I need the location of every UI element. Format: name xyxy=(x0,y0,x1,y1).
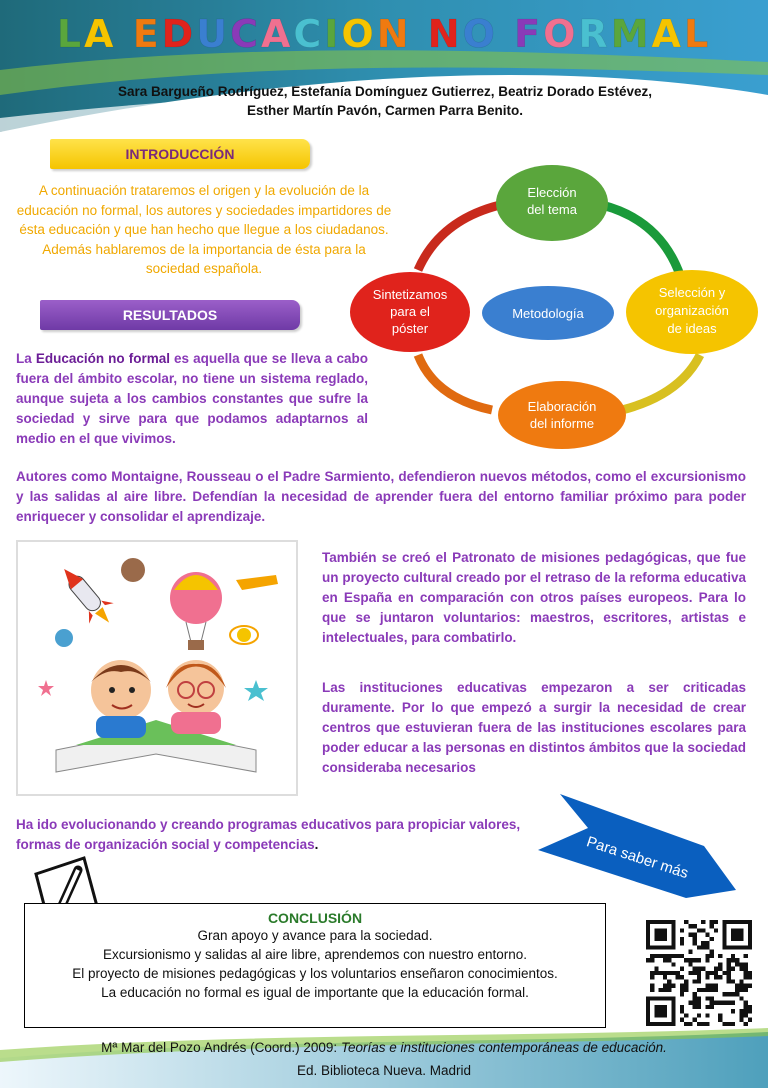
title-letter xyxy=(412,12,428,56)
reference-line-2: Ed. Biblioteca Nueva. Madrid xyxy=(296,1063,472,1078)
authors-line-2: Esther Martín Pavón, Carmen Parra Benito. xyxy=(246,103,524,118)
title-letter: I xyxy=(324,12,342,56)
title-letter: U xyxy=(196,12,231,56)
reference-title: Teorías e instituciones contemporáneas de educación. xyxy=(340,1040,667,1055)
title-letter: C xyxy=(293,12,325,56)
conclusion-line-3: El proyecto de misiones pedagógicas y los voluntarios enseñaron conocimientos. xyxy=(72,966,558,981)
node-left-line-3: póster xyxy=(391,321,429,336)
title-letter: L xyxy=(56,12,85,56)
title-letter: N xyxy=(427,12,463,56)
poster-title xyxy=(0,12,768,56)
arc-bottom-right xyxy=(622,355,700,410)
reference-line-1 xyxy=(0,1040,768,1055)
conclusion-title: CONCLUSIÓN xyxy=(267,910,363,926)
more-info-arrow[interactable] xyxy=(536,790,746,900)
title-letter: F xyxy=(514,12,544,56)
title-letter: O xyxy=(543,12,579,56)
node-bottom-line-1: Elaboración xyxy=(527,399,597,414)
node-left xyxy=(350,272,470,352)
title-letter xyxy=(498,12,514,56)
results-paragraph-1 xyxy=(16,349,368,449)
title-letter: A xyxy=(260,12,294,56)
arc-top-right xyxy=(602,205,680,275)
qr-code[interactable] xyxy=(646,920,752,1026)
children-reading-illustration xyxy=(16,540,298,796)
results-banner: RESULTADOS xyxy=(40,300,300,330)
p1-bold-term: Educación no formal xyxy=(35,351,170,366)
node-left-line-1: Sintetizamos xyxy=(372,287,448,302)
p1-lead: La xyxy=(16,351,36,366)
node-left-line-2: para el xyxy=(390,304,430,319)
node-right-line-1: Selección y xyxy=(658,285,726,300)
p1-rest: es aquella que se lleva a cabo fuera del ámbito escolar, no tiene un sistema reglado, aunque sujeta a los cambios constantes que sufre la sociedad y sirve para que podamos adaptarnos al medio en el que vivimos. xyxy=(16,351,368,446)
node-top-line-2: del tema xyxy=(527,202,577,217)
p5-text: Ha ido evolucionando y creando programas educativos para propiciar valores, formas de organización social y competencias xyxy=(16,817,521,852)
title-letter: L xyxy=(683,12,712,56)
node-top xyxy=(496,165,608,241)
conclusion-line-2: Excursionismo y salidas al aire libre, aprendemos con nuestro entorno. xyxy=(103,947,527,962)
node-top-line-1: Elección xyxy=(527,185,577,200)
conclusion-line-1: Gran apoyo y avance para la sociedad. xyxy=(197,928,433,943)
node-center-label: Metodología xyxy=(512,306,584,321)
node-right-line-3: de ideas xyxy=(667,321,717,336)
title-letter: N xyxy=(376,12,412,56)
node-right xyxy=(626,270,758,354)
arc-top-left xyxy=(418,205,500,270)
title-letter xyxy=(116,12,132,56)
title-letter: O xyxy=(462,12,498,56)
title-letter: A xyxy=(84,12,117,56)
introduction-banner: INTRODUCCIÓN xyxy=(50,139,310,169)
process-cycle-diagram xyxy=(340,160,768,450)
results-paragraph-2: Autores como Montaigne, Rousseau o el Padre Sarmiento, defendieron nuevos métodos, como el excursionismo y las salidas al aire libre. Defendían la necesidad de aprender fuera del entorno familiar próximo para poder enriquecer y consolidar el aprendizaje. xyxy=(16,469,746,524)
introduction-text: A continuación trataremos el origen y la evolución de la educación no formal, los autores y sociedades impartidores de ésta educación y que han hecho que llegue a los ciudadanos. Además hablaremos de la importancia de ésta para la sociedad española. xyxy=(16,183,392,276)
arc-bottom-left xyxy=(418,355,492,410)
node-bottom-line-2: del informe xyxy=(529,416,595,431)
authors-line-1: Sara Bargueño Rodríguez, Estefanía Domínguez Gutierrez, Beatriz Dorado Estévez, xyxy=(117,84,653,99)
results-paragraph-3: También se creó el Patronato de misiones pedagógicas, que fue un proyecto cultural creado por el retraso de la reforma educativa en España en comparación con otros países europeos. Para lo que se juntaron voluntarios: maestros, escritores, artistas e intelectuales, para combatirlo. xyxy=(322,550,746,645)
title-letter: O xyxy=(341,12,377,56)
footer-background xyxy=(0,1028,768,1088)
results-paragraph-4: Las instituciones educativas empezaron a ser criticadas duramente. Por lo que empezó a surgir la necesidad de crear centros que estuvieran fuera de las instituciones escolares para poder educar a las personas en distintos ámbitos que la sociedad consideraba necesarios xyxy=(322,680,746,775)
title-letter: C xyxy=(230,12,261,56)
title-letter: A xyxy=(651,12,684,56)
reference-prefix: Mª Mar del Pozo Andrés (Coord.) 2009: xyxy=(101,1040,341,1055)
title-letter: R xyxy=(578,12,611,56)
results-paragraph-5 xyxy=(16,815,546,855)
more-info-label: Para saber más xyxy=(584,833,691,883)
p5-end: . xyxy=(314,837,319,852)
node-bottom xyxy=(498,381,626,449)
node-right-line-2: organización xyxy=(655,303,729,318)
conclusion-box xyxy=(24,903,606,1028)
conclusion-line-4: La educación no formal es igual de importante que la educación formal. xyxy=(101,985,529,1000)
title-letter: M xyxy=(610,12,652,56)
authors xyxy=(60,82,710,120)
node-center xyxy=(482,286,614,340)
title-letter: E xyxy=(132,12,162,56)
title-letter: D xyxy=(161,12,197,56)
